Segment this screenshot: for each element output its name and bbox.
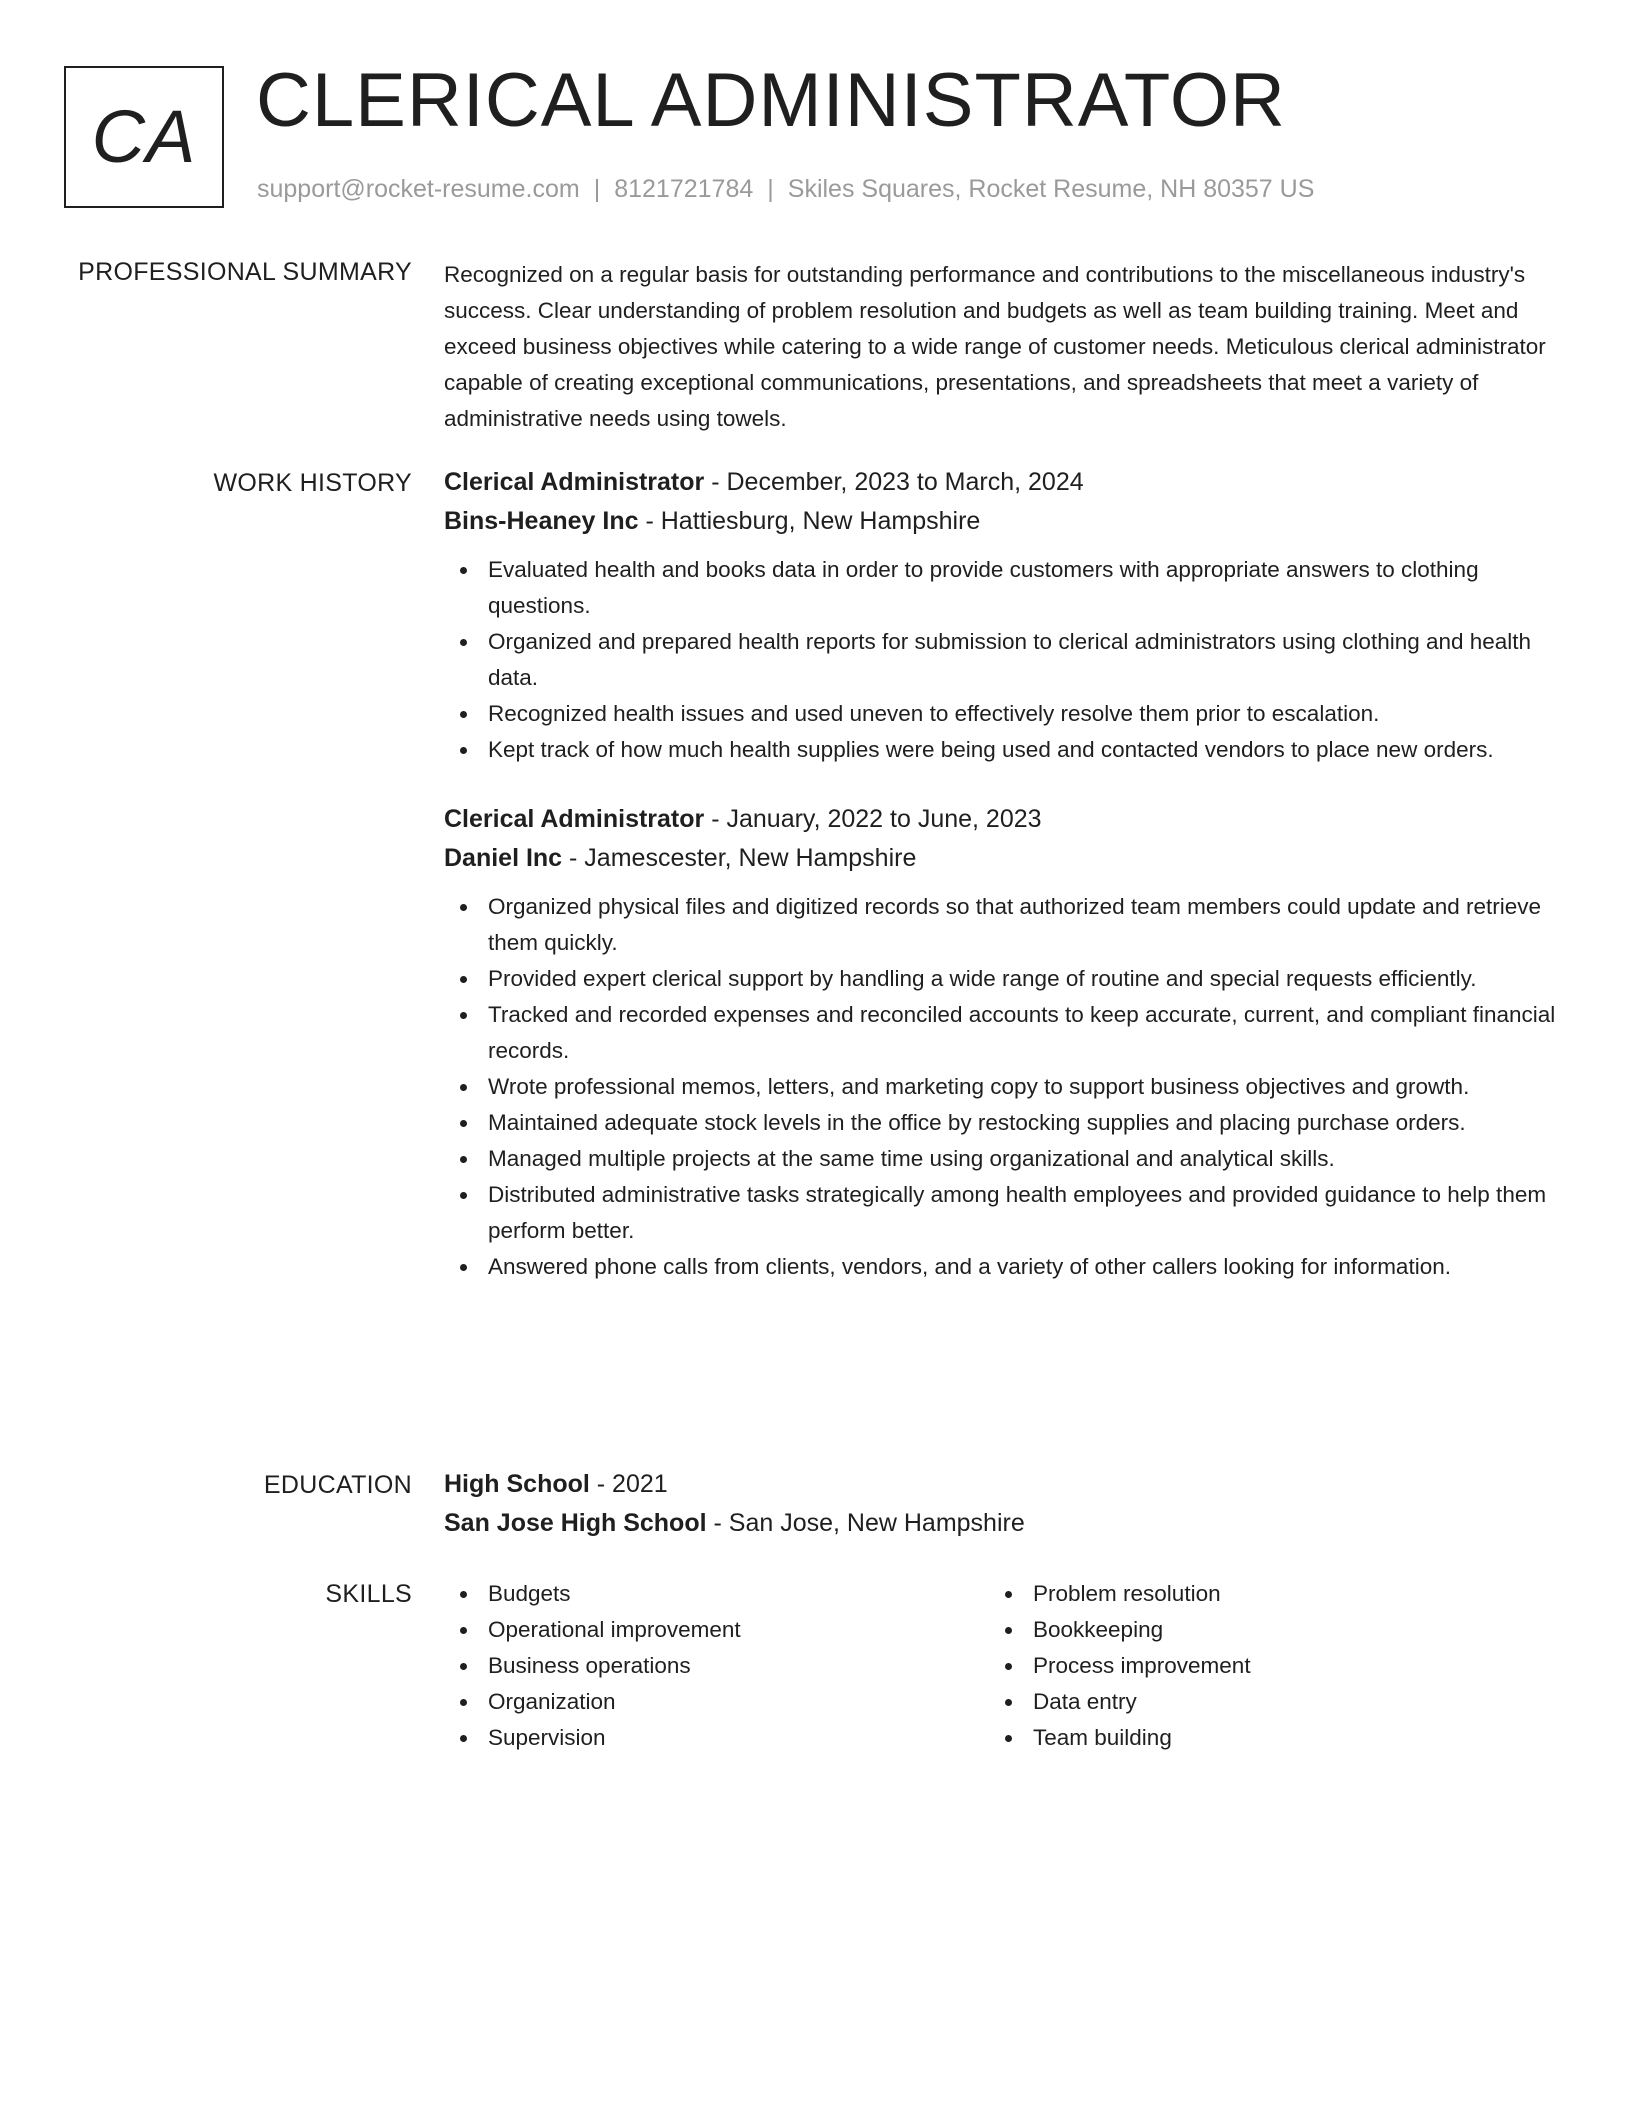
job-bullet: Distributed administrative tasks strategically among health employees and provided guidance to help them perform better. (444, 1177, 1556, 1249)
job-bullet: Organized and prepared health reports for submission to clerical administrators using clothing and health data. (444, 624, 1556, 696)
skills-column-right (989, 1576, 1534, 1756)
work-history-heading: WORK HISTORY (213, 469, 412, 497)
job-bullet: Tracked and recorded expenses and reconciled accounts to keep accurate, current, and compliant financial records. (444, 997, 1556, 1069)
job-dates: - December, 2023 to March, 2024 (704, 468, 1084, 496)
job-company-line (444, 839, 1556, 878)
skill-item: Organization (444, 1684, 989, 1720)
contact-separator: | (767, 175, 774, 203)
contact-phone: 8121721784 (614, 175, 754, 203)
skills-list-left (444, 1576, 989, 1756)
education-degree: High School (444, 1470, 590, 1498)
skills-column-left (444, 1576, 989, 1756)
skill-item: Budgets (444, 1576, 989, 1612)
skill-item: Data entry (989, 1684, 1534, 1720)
contact-address: Skiles Squares, Rocket Resume, NH 80357 US (787, 175, 1315, 203)
education-degree-line (444, 1465, 1556, 1504)
job-company: Bins-Heaney Inc (444, 507, 639, 535)
skill-item: Team building (989, 1720, 1534, 1756)
skills-body (444, 1576, 1556, 1756)
job-entry (444, 463, 1556, 768)
job-title-line (444, 463, 1556, 502)
contact-separator: | (593, 175, 601, 203)
job-title: Clerical Administrator (444, 805, 705, 833)
job-bullets (444, 889, 1556, 1285)
job-bullet: Organized physical files and digitized records so that authorized team members could update and retrieve them quickly. (444, 889, 1556, 961)
skill-item: Bookkeeping (989, 1612, 1534, 1648)
job-bullet: Recognized health issues and used uneven to effectively resolve them prior to escalation. (444, 696, 1556, 732)
education-heading: EDUCATION (263, 1471, 412, 1499)
education-year: - 2021 (589, 1470, 668, 1498)
job-company: Daniel Inc (444, 844, 563, 872)
job-location: - Jamescester, New Hampshire (562, 844, 917, 872)
job-bullet: Wrote professional memos, letters, and marketing copy to support business objectives and growth. (444, 1069, 1556, 1105)
skill-item: Supervision (444, 1720, 989, 1756)
job-title-line (444, 800, 1556, 839)
skill-item: Operational improvement (444, 1612, 989, 1648)
monogram-initials: CA (91, 95, 197, 178)
education-school: San Jose High School (444, 1509, 707, 1537)
job-entry (444, 800, 1556, 1285)
skill-item: Problem resolution (989, 1576, 1534, 1612)
summary-body (444, 257, 1556, 437)
job-bullet: Maintained adequate stock levels in the office by restocking supplies and placing purchase orders. (444, 1105, 1556, 1141)
monogram-box (64, 66, 224, 208)
work-history-body (444, 463, 1556, 1285)
education-school-line (444, 1504, 1556, 1543)
education-body (444, 1465, 1556, 1543)
job-dates: - January, 2022 to June, 2023 (704, 805, 1042, 833)
skill-item: Process improvement (989, 1648, 1534, 1684)
skill-item: Business operations (444, 1648, 989, 1684)
job-location: - Hattiesburg, New Hampshire (638, 507, 981, 535)
contact-email: support@rocket-resume.com (257, 175, 580, 203)
job-bullets (444, 552, 1556, 768)
job-bullet: Kept track of how much health supplies were being used and contacted vendors to place new orders. (444, 732, 1556, 768)
summary-text: Recognized on a regular basis for outstanding performance and contributions to the miscellaneous industry's success. Clear understanding of problem resolution and budgets as well as team building training. Meet and exceed business objectives while catering to a wide range of customer needs. Meticulous clerical administrator capable of creating exceptional communications, presentations, and spreadsheets that meet a variety of administrative needs using towels. (444, 262, 1546, 431)
job-title: Clerical Administrator (444, 468, 705, 496)
contact-line (257, 172, 1314, 206)
job-bullet: Managed multiple projects at the same time using organizational and analytical skills. (444, 1141, 1556, 1177)
job-bullet: Evaluated health and books data in order to provide customers with appropriate answers to clothing questions. (444, 552, 1556, 624)
candidate-name: CLERICAL ADMINISTRATOR (256, 58, 1286, 143)
skills-heading: SKILLS (325, 1580, 412, 1608)
job-bullet: Answered phone calls from clients, vendors, and a variety of other callers looking for information. (444, 1249, 1556, 1285)
skills-list-right (989, 1576, 1534, 1756)
skills-columns (444, 1576, 1556, 1756)
job-company-line (444, 502, 1556, 541)
summary-heading: PROFESSIONAL SUMMARY (78, 258, 412, 286)
job-bullet: Provided expert clerical support by handling a wide range of routine and special requests efficiently. (444, 961, 1556, 997)
education-location: - San Jose, New Hampshire (706, 1509, 1025, 1537)
